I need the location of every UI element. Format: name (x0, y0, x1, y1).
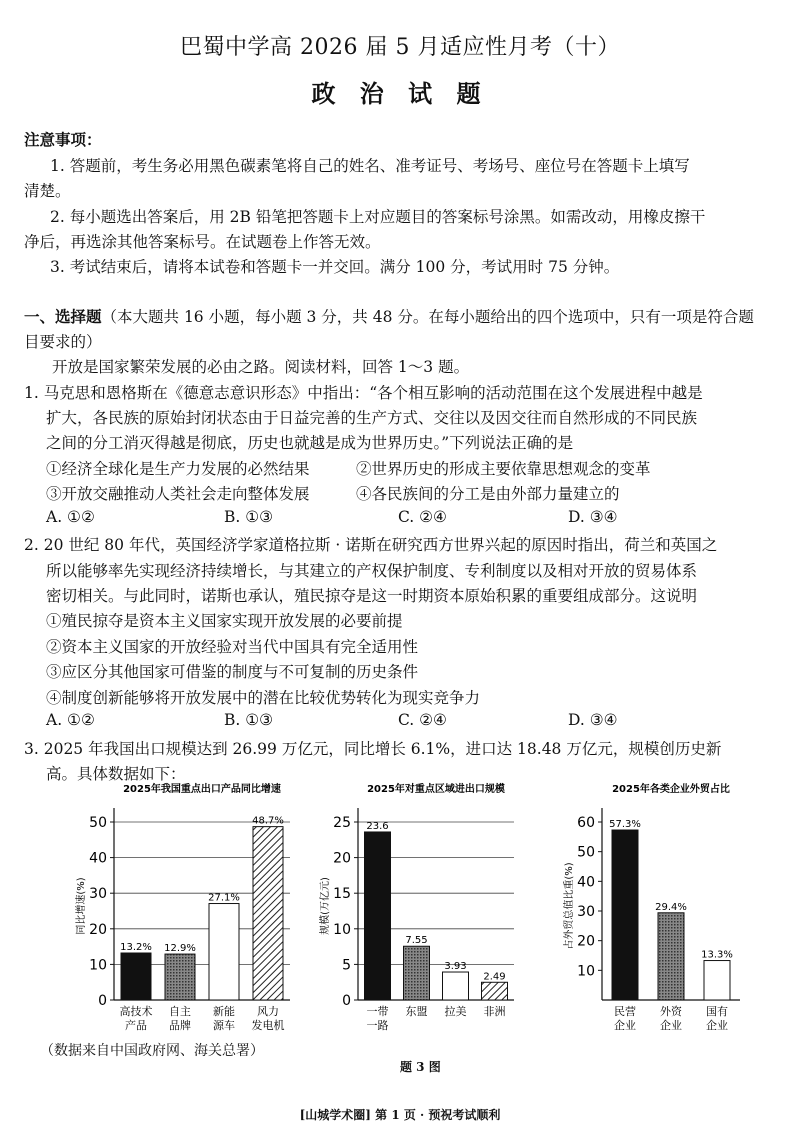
question-1-stem: 1. 马克思和恩格斯在《德意志意识形态》中指出：“各个相互影响的活动范围在这个发展进程中越是 (24, 384, 703, 402)
category-label (614, 1004, 636, 1032)
bar (443, 972, 469, 1000)
question-2-option-d: D. ③④ (568, 711, 618, 729)
question-2-statement: ④制度创新能够将开放发展中的潜在比较优势转化为现实竞争力 (46, 689, 481, 707)
question-1-option-c: C. ②④ (398, 508, 447, 526)
category-label-line: 外资 (660, 1005, 682, 1018)
category-label (169, 1005, 191, 1032)
category-label (660, 1004, 683, 1032)
y-tick-label: 20 (577, 933, 595, 950)
figure-caption: 题 3 图 (400, 1060, 441, 1074)
data-label: 23.6 (366, 820, 389, 832)
chart-svg (318, 780, 528, 1042)
category-label-line: 企业 (660, 1019, 682, 1032)
bar (253, 827, 283, 1000)
reading-intro: 开放是国家繁荣发展的必由之路。阅读材料，回答 1～3 题。 (52, 358, 470, 376)
category-label-line: 风力 (257, 1005, 279, 1018)
y-tick-label: 60 (577, 815, 595, 831)
y-tick-label: 50 (89, 815, 107, 831)
y-tick-label: 10 (333, 921, 351, 938)
question-1-statement: ①经济全球化是生产力发展的必然结果 (46, 460, 310, 478)
y-tick-label: 40 (89, 850, 107, 867)
chart-title: 2025年对重点区域进出口规模 (367, 784, 505, 795)
question-1-statement: ②世界历史的形成主要依靠思想观念的变革 (356, 460, 651, 478)
data-label: 3.93 (444, 961, 467, 973)
category-label (252, 1004, 285, 1032)
question-1-option-b: B. ①③ (224, 508, 274, 526)
category-label (406, 1005, 428, 1018)
exam-title: 巴蜀中学高 2026 届 5 月适应性月考（十） (180, 35, 620, 60)
question-2-stem: 所以能够率先实现经济持续增长，与其建立的产权保护制度、专利制度以及相对开放的贸易体系 (46, 562, 698, 580)
data-label: 7.55 (405, 935, 428, 947)
bar (209, 904, 239, 1000)
category-label-line: 自主 (169, 1005, 191, 1018)
category-label-line: 新能 (213, 1005, 235, 1018)
question-1-statement: ④各民族间的分工是由外部力量建立的 (356, 485, 620, 503)
question-2-stem: 2. 20 世纪 80 年代，英国经济学家道格拉斯 · 诺斯在研究西方世界兴起的原因时指出，荷兰和英国之 (24, 536, 718, 554)
y-tick-label: 20 (333, 850, 351, 867)
data-label: 57.3% (609, 819, 641, 831)
question-2-statement: ①殖民掠夺是资本主义国家实现开放发展的必要前提 (46, 612, 403, 630)
y-tick-label: 25 (333, 815, 351, 831)
chart-svg (62, 780, 302, 1042)
bar (612, 830, 638, 1000)
chart-title: 2025年我国重点出口产品同比增速 (123, 784, 281, 795)
question-1-option-a: A. ①② (46, 508, 95, 526)
question-1-stem: 扩大，各民族的原始封闭状态由于日益完善的生产方式、交往以及因交往而自然形成的不同民族 (46, 409, 698, 427)
question-2-option-c: C. ②④ (398, 711, 447, 729)
notice-line: 3. 考试结束后，请将本试卷和答题卡一并交回。满分 100 分，考试用时 75 分钟。 (50, 258, 620, 276)
question-2-statement: ②资本主义国家的开放经验对当代中国具有完全适用性 (46, 638, 419, 656)
bar (121, 953, 151, 1000)
data-label: 48.7% (252, 815, 284, 827)
notice-line: 2. 每小题选出答案后，用 2B 铅笔把答题卡上对应题目的答案标号涂黑。如需改动，用橡皮擦干 (50, 208, 706, 226)
data-label: 13.2% (120, 942, 152, 954)
y-tick-label: 5 (342, 957, 351, 974)
category-label-line: 民营 (614, 1005, 636, 1018)
page-footer: [山城学术圈] 第 1 页 · 预祝考试顺利 (299, 1108, 501, 1122)
y-axis-label: 同比增速(%) (76, 877, 87, 935)
notice-line: 净后，再选涂其他答案标号。在试题卷上作答无效。 (24, 233, 381, 251)
y-tick-label: 15 (333, 886, 351, 903)
data-label: 29.4% (655, 901, 687, 913)
notice-line: 1. 答题前，考生务必用黑色碳素笔将自己的姓名、准考证号、考场号、座位号在答题卡上填写 (50, 157, 690, 175)
category-label-line: 一带 (366, 1005, 389, 1018)
category-label (213, 1004, 235, 1032)
data-label: 2.49 (483, 971, 506, 983)
bar (365, 832, 391, 1000)
question-1-stem: 之间的分工消灭得越是彻底，历史也就越是成为世界历史。”下列说法正确的是 (46, 434, 574, 452)
bar (704, 961, 730, 1000)
category-label-line: 企业 (614, 1019, 636, 1032)
subject-title: 政 治 试 题 (311, 79, 489, 108)
category-label-line: 高技术 (119, 1005, 153, 1018)
data-label: 27.1% (208, 892, 240, 904)
category-label-line: 产品 (125, 1019, 147, 1032)
bar (482, 982, 508, 1000)
category-label-line: 一路 (366, 1019, 389, 1032)
section-heading-label: 一、选择题 (24, 307, 102, 326)
enterprise-share-chart (560, 780, 760, 1046)
y-tick-label: 0 (98, 993, 107, 1009)
question-3-stem: 高。具体数据如下： (46, 765, 186, 783)
y-tick-label: 50 (577, 844, 595, 861)
category-label-line: 东盟 (405, 1005, 428, 1018)
y-axis-label: 规模(万亿元) (320, 877, 331, 935)
data-source-note: （数据来自中国政府网、海关总署） (40, 1043, 264, 1059)
y-tick-label: 10 (577, 963, 595, 980)
section-heading (24, 305, 754, 327)
y-axis-label: 占外贸总值比重(%) (564, 862, 575, 950)
question-2-option-b: B. ①③ (224, 711, 274, 729)
y-tick-label: 40 (577, 874, 595, 891)
y-tick-label: 30 (577, 904, 595, 920)
y-tick-label: 10 (89, 957, 107, 974)
y-tick-label: 0 (342, 993, 351, 1009)
bar (404, 946, 430, 1000)
data-label: 12.9% (164, 943, 196, 955)
chart-svg (560, 780, 760, 1042)
category-label (484, 1004, 506, 1018)
question-2-statement: ③应区分其他国家可借鉴的制度与不可复制的历史条件 (46, 663, 419, 681)
category-label (445, 1004, 467, 1018)
export-growth-chart (62, 780, 302, 1046)
section-heading-line2: 目要求的） (24, 333, 102, 351)
section-heading-text: （本大题共 16 小题，每小题 3 分，共 48 分。在每小题给出的四个选项中，只有一项是符合题 (101, 308, 754, 326)
category-label-line: 源车 (213, 1019, 235, 1032)
notice-line: 清楚。 (24, 182, 71, 200)
category-label (706, 1005, 728, 1032)
figure-3-charts (0, 780, 800, 1050)
question-1-statement: ③开放交融推动人类社会走向整体发展 (46, 485, 310, 503)
category-label-line: 拉美 (444, 1005, 467, 1018)
question-2-option-a: A. ①② (46, 711, 95, 729)
question-3-stem: 3. 2025 年我国出口规模达到 26.99 万亿元，同比增长 6.1%，进口达 18.48 万亿元，规模创历史新 (24, 740, 722, 758)
category-label (120, 1004, 153, 1032)
category-label-line: 企业 (706, 1019, 728, 1032)
question-1-option-d: D. ③④ (568, 508, 618, 526)
y-tick-label: 20 (89, 921, 107, 938)
question-2-stem: 密切相关。与此同时，诺斯也承认，殖民掠夺是这一时期资本原始积累的重要组成部分。这说明 (46, 587, 698, 605)
bar (165, 954, 195, 1000)
y-tick-label: 30 (89, 886, 107, 903)
category-label-line: 品牌 (169, 1019, 191, 1032)
notice-heading: 注意事项： (24, 130, 102, 149)
region-trade-chart (318, 780, 528, 1046)
category-label (367, 1004, 389, 1032)
data-label: 13.3% (701, 949, 733, 961)
category-label-line: 非洲 (483, 1005, 506, 1018)
chart-title: 2025年各类企业外贸占比 (612, 784, 730, 795)
bar (658, 913, 684, 1000)
category-label-line: 发电机 (251, 1019, 285, 1032)
category-label-line: 国有 (706, 1005, 728, 1018)
